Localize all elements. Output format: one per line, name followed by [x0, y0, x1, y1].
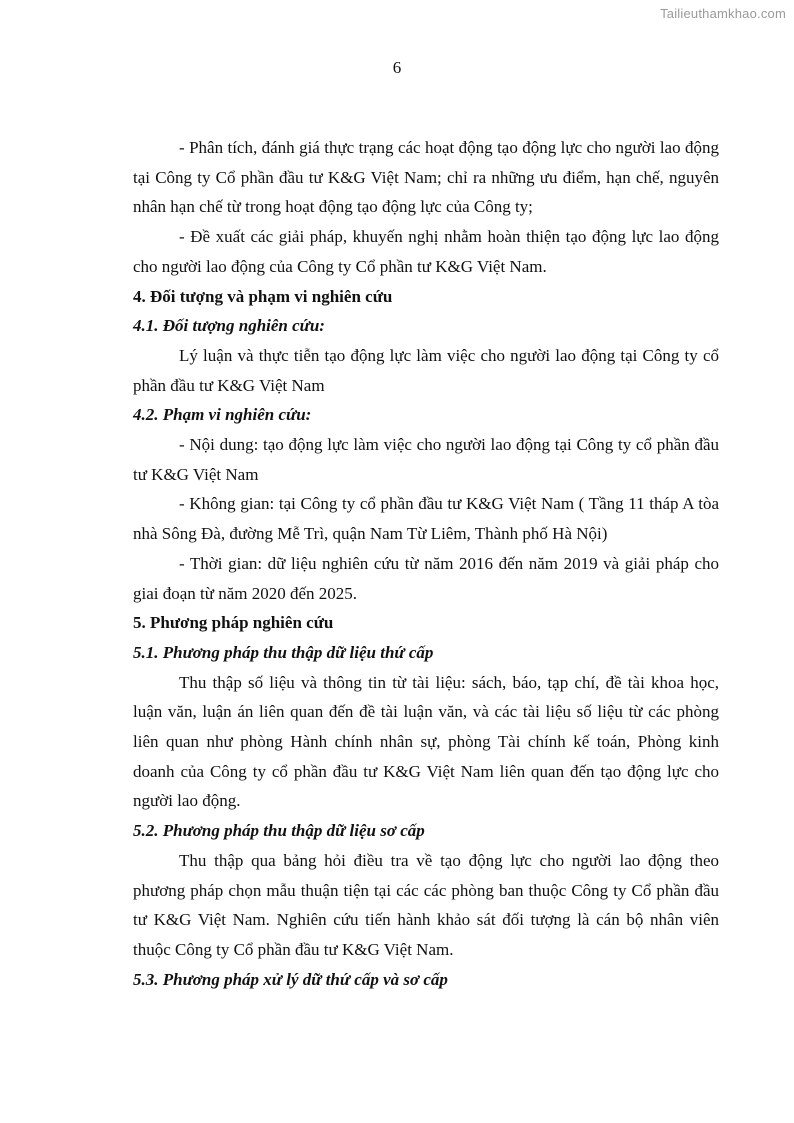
section-4-heading: 4. Đối tượng và phạm vi nghiên cứu	[133, 286, 393, 306]
objective-proposal-paragraph: - Đề xuất các giải pháp, khuyến nghị nhằm hoàn thiện tạo động lực lao động cho người lao động của Công ty Cổ phần tư K&G Việt Nam.	[133, 227, 719, 276]
document-body	[133, 133, 719, 994]
objective-analysis-paragraph: - Phân tích, đánh giá thực trạng các hoạt động tạo động lực cho người lao động tại Công ty Cổ phần đầu tư K&G Việt Nam; chỉ ra những ưu điểm, hạn chế, nguyên nhân hạn chế từ trong hoạt động tạo động lực của Công ty;	[133, 138, 719, 217]
scope-content-paragraph: - Nội dung: tạo động lực làm việc cho người lao động tại Công ty cổ phần đầu tư K&G Việt Nam	[133, 435, 719, 484]
watermark: Tailieuthamkhao.com	[660, 6, 786, 21]
secondary-data-paragraph: Thu thập số liệu và thông tin từ tài liệu: sách, báo, tạp chí, đề tài khoa học, luận văn, luận án liên quan đến đề tài luận văn, và các tài liệu số liệu từ các phòng liên quan như phòng Hành chính nhân sự, phòng Tài chính kế toán, Phòng kinh doanh của Công ty cổ phần đầu tư K&G Việt Nam liên quan đến tạo động lực cho người lao động.	[133, 672, 719, 811]
research-object-paragraph: Lý luận và thực tiễn tạo động lực làm việc cho người lao động tại Công ty cổ phần đầu tư K&G Việt Nam	[133, 345, 719, 395]
section-5-3-heading: 5.3. Phương pháp xử lý dữ thứ cấp và sơ cấp	[133, 969, 448, 989]
scope-time-paragraph: - Thời gian: dữ liệu nghiên cứu từ năm 2016 đến năm 2019 và giải pháp cho giai đoạn từ năm 2020 đến 2025.	[133, 553, 719, 603]
section-5-2-heading: 5.2. Phương pháp thu thập dữ liệu sơ cấp	[133, 821, 425, 841]
section-5-1-heading: 5.1. Phương pháp thu thập dữ liệu thứ cấp	[133, 642, 434, 662]
section-4-2-heading: 4.2. Phạm vi nghiên cứu:	[133, 405, 312, 425]
section-5-heading: 5. Phương pháp nghiên cứu	[133, 613, 334, 633]
section-4-1-heading: 4.1. Đối tượng nghiên cứu:	[133, 316, 325, 336]
page-number: 6	[392, 58, 402, 77]
primary-data-paragraph: Thu thập qua bảng hỏi điều tra về tạo động lực cho người lao động theo phương pháp chọn mẫu thuận tiện tại các các phòng ban thuộc Công ty Cổ phần đầu tư K&G Việt Nam. Nghiên cứu tiến hành khảo sát đối tượng là cán bộ nhân viên thuộc Công ty Cổ phần đầu tư K&G Việt Nam.	[133, 850, 719, 959]
scope-space-paragraph: - Không gian: tại Công ty cổ phần đầu tư K&G Việt Nam ( Tầng 11 tháp A tòa nhà Sông Đà, đường Mễ Trì, quận Nam Từ Liêm, Thành phố Hà Nội)	[133, 494, 719, 544]
